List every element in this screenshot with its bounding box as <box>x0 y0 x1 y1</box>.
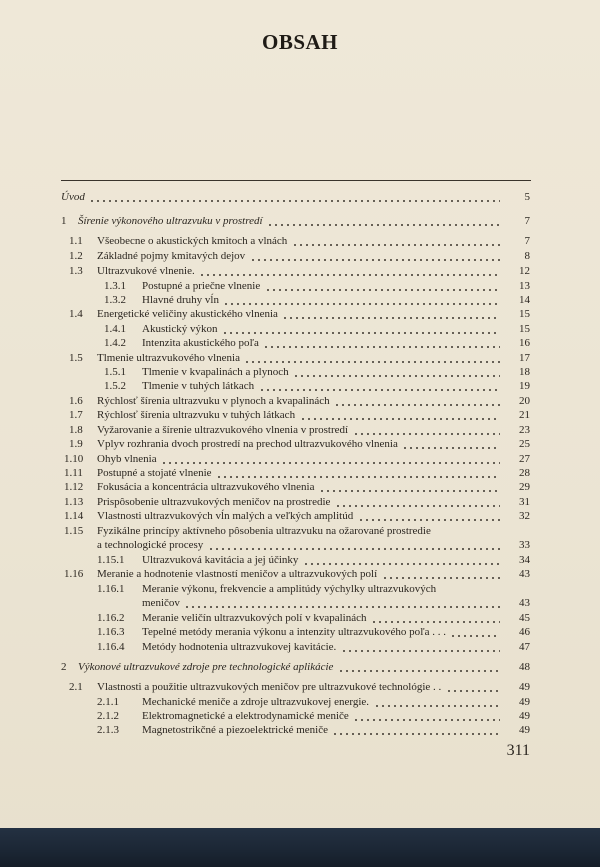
toc-entry-number: 1.16.3 <box>97 626 125 638</box>
toc-entry-page: 16 <box>519 337 530 349</box>
toc-entry-number: 1.2 <box>69 250 83 262</box>
toc-entry <box>0 351 600 365</box>
toc-entry-page: 14 <box>519 294 530 306</box>
dot-leader <box>335 505 500 507</box>
toc-entry <box>0 394 600 408</box>
toc-entry-number: 1.4.2 <box>104 337 126 349</box>
toc-entry-title: Šírenie výkonového ultrazvuku v prostredí <box>78 215 263 227</box>
toc-entry-number: 1.13 <box>64 496 84 508</box>
toc-entry <box>0 437 600 451</box>
dot-leader <box>300 418 500 420</box>
toc-entry <box>0 625 600 639</box>
dot-leader <box>353 433 500 435</box>
toc-entry <box>0 466 600 480</box>
toc-entry-page: 49 <box>519 696 530 708</box>
dot-leader <box>371 621 500 623</box>
toc-entry <box>0 190 600 204</box>
toc-entry <box>0 365 600 379</box>
toc-entry-number: 1.4.1 <box>104 323 126 335</box>
toc-entry <box>0 582 600 610</box>
toc-entry-number: 2.1 <box>69 681 83 693</box>
toc-entry <box>0 214 600 228</box>
toc-entry <box>0 611 600 625</box>
toc-entry-number: 1.11 <box>64 467 83 479</box>
toc-entry <box>0 495 600 509</box>
dot-leader <box>332 733 500 735</box>
dot-leader <box>303 563 500 565</box>
toc-entry-title: Základné pojmy kmitavých dejov <box>97 250 246 262</box>
dot-leader <box>282 317 500 319</box>
toc-entry-number: 1.16 <box>64 568 84 580</box>
toc-entry-page: 49 <box>519 710 530 722</box>
toc-entry-number: 1.5.1 <box>104 366 126 378</box>
toc-entry-number: 2.1.3 <box>97 724 119 736</box>
toc-entry-number: 1.16.4 <box>97 641 125 653</box>
toc-entry-page: 43 <box>519 597 530 609</box>
toc-entry-number: 1.4 <box>69 308 83 320</box>
page-number: 311 <box>506 742 530 759</box>
toc-entry-title: Tlmenie v kvapalinách a plynoch <box>142 366 289 378</box>
toc-entry-title: Postupné a stojaté vlnenie <box>97 467 212 479</box>
toc-entry-title: Akustický výkon <box>142 323 218 335</box>
toc-entry-title-continued: meničov <box>142 597 180 609</box>
toc-entry-page: 28 <box>519 467 530 479</box>
toc-entry-page: 8 <box>524 250 530 262</box>
toc-entry-title: Úvod <box>61 191 85 203</box>
toc-entry-title: Fokusácia a koncentrácia ultrazvukového vlnenia <box>97 481 315 493</box>
toc-entry-page: 47 <box>519 641 530 653</box>
toc-entry-title: Ohyb vlnenia <box>97 453 157 465</box>
toc-entry-title: Postupné a priečne vlnenie <box>142 280 261 292</box>
toc-entry-number: 1.8 <box>69 424 83 436</box>
toc-entry-title: Ultrazvukové vlnenie. <box>97 265 195 277</box>
toc-entry <box>0 293 600 307</box>
toc-entry <box>0 509 600 523</box>
toc-entry-page: 15 <box>519 308 530 320</box>
dot-leader <box>374 705 500 707</box>
toc-entry-title: Mechanické meniče a zdroje ultrazvukovej energie. <box>142 696 370 708</box>
toc-entry-page: 25 <box>519 438 530 450</box>
toc-entry-title: Tlmenie ultrazvukového vlnenia <box>97 352 240 364</box>
toc-entry-title: Vlastnosti a použitie ultrazvukových meničov pre ultrazvukové technológie . . <box>97 681 442 693</box>
toc-entry <box>0 307 600 321</box>
toc-entry-number: 2.1.2 <box>97 710 119 722</box>
toc-entry-title: Metódy hodnotenia ultrazvukovej kavitácie. <box>142 641 337 653</box>
toc-entry <box>0 264 600 278</box>
dot-leader <box>265 289 500 291</box>
toc-entry-title: Rýchlosť šírenia ultrazvuku v plynoch a kvapalinách <box>97 395 330 407</box>
toc-entry-title: Meranie veličín ultrazvukových polí v kvapalinách <box>142 612 367 624</box>
toc-entry-number: 1 <box>61 215 67 227</box>
toc-entry-title: Ultrazvuková kavitácia a jej účinky <box>142 554 299 566</box>
toc-entry-page: 7 <box>524 235 530 247</box>
dot-leader <box>334 404 500 406</box>
dot-leader <box>446 690 500 692</box>
toc-entry-number: 1.3.1 <box>104 280 126 292</box>
toc-entry-number: 1.15.1 <box>97 554 125 566</box>
dot-leader <box>267 224 500 226</box>
toc-entry-number: 1.14 <box>64 510 84 522</box>
toc-entry <box>0 567 600 581</box>
toc-entry-number: 2 <box>61 661 67 673</box>
dot-leader <box>353 719 500 721</box>
toc-entry-number: 1.1 <box>69 235 83 247</box>
toc-entry-number: 1.3.2 <box>104 294 126 306</box>
toc-entry-page: 18 <box>519 366 530 378</box>
dot-leader <box>402 447 500 449</box>
background-surface <box>0 828 600 867</box>
toc-entry <box>0 640 600 654</box>
toc-entry <box>0 480 600 494</box>
dot-leader <box>199 274 500 276</box>
toc-entry-page: 33 <box>519 539 530 551</box>
toc-entry-page: 23 <box>519 424 530 436</box>
dot-leader <box>293 375 500 377</box>
dot-leader <box>358 519 500 521</box>
dot-leader <box>216 476 500 478</box>
dot-leader <box>244 361 500 363</box>
toc-entry-number: 1.7 <box>69 409 83 421</box>
toc-entry <box>0 279 600 293</box>
toc-entry-title: Výkonové ultrazvukové zdroje pre technologické aplikácie <box>78 661 334 673</box>
toc-entry <box>0 249 600 263</box>
dot-leader <box>450 635 500 637</box>
toc-entry <box>0 553 600 567</box>
toc-entry-page: 17 <box>519 352 530 364</box>
toc-entry <box>0 408 600 422</box>
toc-entry-title: Hlavné druhy vĺn <box>142 294 219 306</box>
toc-entry-number: 1.10 <box>64 453 84 465</box>
dot-leader <box>341 650 500 652</box>
toc-entry-page: 13 <box>519 280 530 292</box>
toc-entry <box>0 452 600 466</box>
toc-entry-number: 1.16.1 <box>97 583 125 595</box>
toc-entry-page: 31 <box>519 496 530 508</box>
toc-entry-title: Tepelné metódy merania výkonu a intenzity ultrazvukového poľa . . . <box>142 626 446 638</box>
toc-entry-page: 21 <box>519 409 530 421</box>
toc-entry-page: 20 <box>519 395 530 407</box>
toc-entry <box>0 234 600 248</box>
toc-entry-title: Tlmenie v tuhých látkach <box>142 380 255 392</box>
toc-entry-number: 2.1.1 <box>97 696 119 708</box>
dot-leader <box>382 577 500 579</box>
toc-entry-page: 49 <box>519 724 530 736</box>
toc-entry-title: Magnetostrikčné a piezoelektrické meniče <box>142 724 328 736</box>
toc-entry-title: Prispôsobenie ultrazvukových meničov na prostredie <box>97 496 331 508</box>
dot-leader <box>89 200 500 202</box>
toc-entry-title: Vplyv rozhrania dvoch prostredí na prechod ultrazvukového vlnenia <box>97 438 398 450</box>
toc-entry-number: 1.9 <box>69 438 83 450</box>
toc-entry-page: 5 <box>524 191 530 203</box>
toc-entry-page: 49 <box>519 681 530 693</box>
toc-entry <box>0 723 600 737</box>
toc-entry-title: Energetické veličiny akustického vlnenia <box>97 308 278 320</box>
page-title: OBSAH <box>261 30 339 54</box>
toc-entry <box>0 695 600 709</box>
toc-entry <box>0 379 600 393</box>
toc-entry-page: 19 <box>519 380 530 392</box>
toc-entry-page: 15 <box>519 323 530 335</box>
toc-entry <box>0 524 600 552</box>
dot-leader <box>338 670 500 672</box>
toc-entry-title: Rýchlosť šírenia ultrazvuku v tuhých látkach <box>97 409 296 421</box>
toc-entry-title: Elektromagnetické a elektrodynamické meniče <box>142 710 349 722</box>
dot-leader <box>222 332 500 334</box>
dot-leader <box>259 389 500 391</box>
dot-leader <box>292 244 500 246</box>
toc-entry-title: Všeobecne o akustických kmitoch a vlnách <box>97 235 288 247</box>
toc-entry-page: 7 <box>524 215 530 227</box>
toc-entry-title: Meranie výkonu, frekvencie a amplitúdy výchylky ultrazvukových <box>142 583 437 595</box>
toc-entry-page: 46 <box>519 626 530 638</box>
toc-entry <box>0 709 600 723</box>
dot-leader <box>250 259 500 261</box>
toc-entry-title-continued: a technologické procesy <box>97 539 204 551</box>
dot-leader <box>223 303 500 305</box>
toc-entry-number: 1.3 <box>69 265 83 277</box>
toc-entry-title: Meranie a hodnotenie vlastností meničov a ultrazvukových polí <box>97 568 378 580</box>
toc-entry-title: Fyzikálne princípy aktívneho pôsobenia ultrazvuku na ožarované prostredie <box>97 525 431 537</box>
toc-entry-page: 34 <box>519 554 530 566</box>
toc-entry-title: Vyžarovanie a šírenie ultrazvukového vlnenia v prostredí <box>97 424 349 436</box>
toc-entry <box>0 660 600 674</box>
toc-entry-page: 45 <box>519 612 530 624</box>
dot-leader <box>184 606 500 608</box>
toc-entry-number: 1.15 <box>64 525 84 537</box>
toc-entry-number: 1.16.2 <box>97 612 125 624</box>
dot-leader <box>161 462 500 464</box>
dot-leader <box>208 548 500 550</box>
toc-entry-number: 1.5.2 <box>104 380 126 392</box>
toc-entry-number: 1.5 <box>69 352 83 364</box>
toc-entry-page: 32 <box>519 510 530 522</box>
toc-entry-page: 43 <box>519 568 530 580</box>
toc-entry <box>0 423 600 437</box>
toc-entry-title: Vlastnosti ultrazvukových vĺn malých a veľkých amplitúd <box>97 510 354 522</box>
toc-entry-page: 48 <box>519 661 530 673</box>
toc-entry-number: 1.12 <box>64 481 84 493</box>
dot-leader <box>263 346 500 348</box>
toc-entry-page: 27 <box>519 453 530 465</box>
toc-entry-number: 1.6 <box>69 395 83 407</box>
toc-entry <box>0 336 600 350</box>
toc-entry <box>0 322 600 336</box>
dot-leader <box>319 490 500 492</box>
toc-entry <box>0 680 600 694</box>
toc-entry-page: 12 <box>519 265 530 277</box>
toc-entry-title: Intenzita akustického poľa <box>142 337 259 349</box>
toc-entry-page: 29 <box>519 481 530 493</box>
